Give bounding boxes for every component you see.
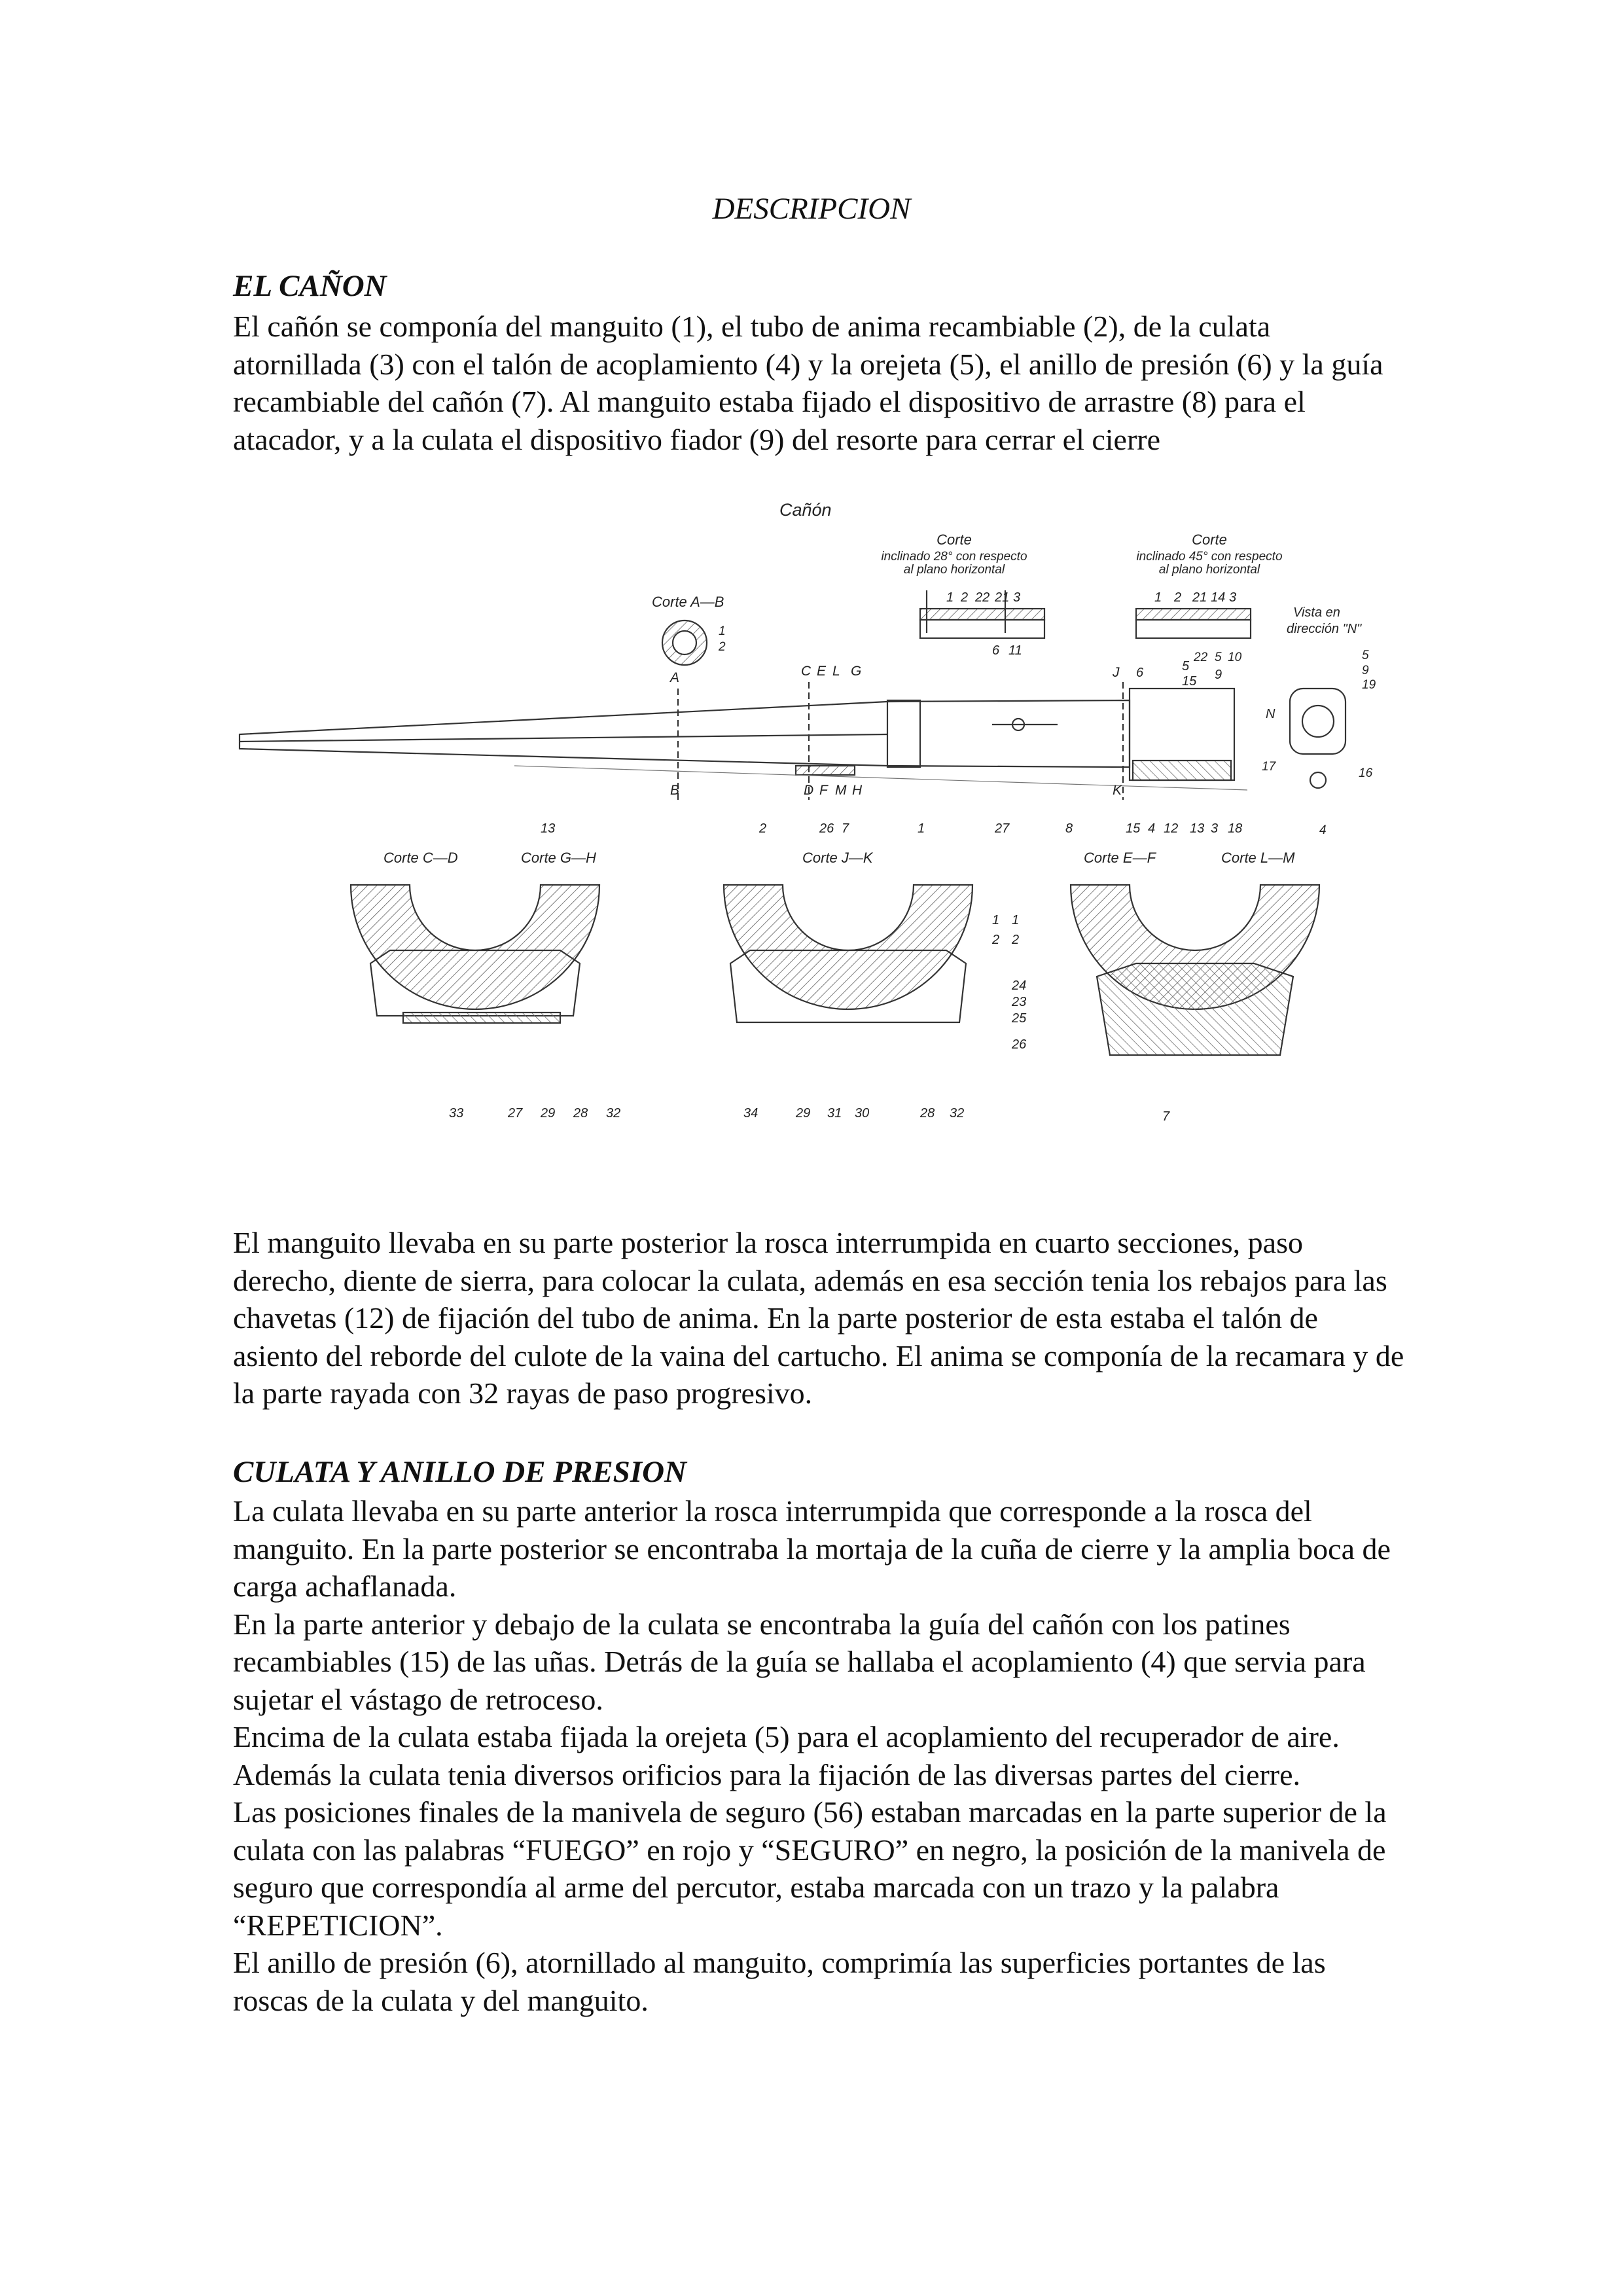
callout-n-9: 9 [1362,664,1369,677]
barrel-bottom-13b: 13 [1190,821,1205,836]
cs1-28: 28 [573,1106,588,1121]
cs2-29: 29 [796,1106,811,1121]
paragraph-text: El anillo de presión (6), atornillado al manguito, comprimía las superficies portantes de las roscas de la culata y del manguito. [233,1946,1326,2017]
barrel-bottom-26: 26 [819,821,834,836]
vista-n-breech [1290,689,1346,754]
corte-gh-label: Corte G—H [521,850,596,866]
cs1-27: 27 [508,1106,523,1121]
paragraph-text: Encima de la culata estaba fijada la orejeta (5) para el acoplamiento del recuperador de aire. [233,1720,1340,1753]
corte-cd-label: Corte C—D [383,850,458,866]
section-letter-D: D [804,783,814,798]
section-letter-E: E [817,664,827,679]
corte-jk-label: Corte J—K [802,850,873,866]
callout-28-21: 21 [995,590,1010,605]
cs2-2: 2 [992,933,1000,947]
callout-n-4: 4 [1319,823,1327,837]
corte-lm-label: Corte L—M [1221,850,1295,866]
callout-n-16: 16 [1359,766,1373,780]
callout-28-2: 2 [961,590,969,605]
callout-ab-1: 1 [719,624,726,638]
paragraph-text: Las posiciones finales de la manivela de seguro (56) estaban marcadas en la parte superior de la culata con las palabras “FUEGO” en rojo y “SEGURO” en negro, la posición de la manivela de seguro que correspondía al arme del percutor, estaba marcada con un trazo y la palabra “REPETICION”. [233,1795,1387,1942]
barrel-bottom-15: 15 [1126,821,1141,836]
vista-n-line2: dirección "N" [1287,622,1362,636]
intro-paragraph [233,308,1404,458]
corte-ef-label: Corte E—F [1084,850,1156,866]
callout-n-19: 19 [1362,678,1376,692]
barrel-bottom-18: 18 [1228,821,1243,836]
section-letter-J: J [1113,665,1120,680]
callout-28-3: 3 [1013,590,1021,605]
corte-28-line2: inclinado 28° con respecto [881,550,1027,564]
vista-n-line1: Vista en [1293,605,1340,620]
barrel-bottom-1: 1 [918,821,925,836]
paragraph-text: La culata llevaba en su parte anterior la rosca interrumpida que corresponde a la rosca del manguito. En la parte posterior se encontraba la mortaja de la cuña de cierre y la amplia boca de carga achaflanada. [233,1494,1391,1603]
technical-drawing [233,492,1398,1190]
callout-45-21: 21 [1192,590,1207,605]
barrel-bottom-7: 7 [842,821,849,836]
callout-45-22: 22 [1194,651,1208,664]
cs1-33: 33 [449,1106,464,1121]
section-letter-M: M [835,783,847,798]
paragraph-text: El cañón se componía del manguito (1), el tubo de anima recambiable (2), de la culata atornillada (3) con el talón de acoplamiento (4) y la orejeta (5), el anillo de presión (6) y la guía recambiable del cañón (7). Al manguito estaba fijado el dispositivo de arrastre (8) para el atacador, y a la culata el dispositivo fiador (9) del resorte para cerrar el cierre [233,310,1383,456]
section-letter-K: K [1113,783,1122,798]
section-heading-canon: EL CAÑON [233,269,387,303]
callout-n-N: N [1266,707,1275,721]
section-letter-C: C [801,664,812,679]
corte-45-line3: al plano horizontal [1158,563,1260,577]
callout-ab-2: 2 [719,640,726,654]
corte-28-detail [920,620,1044,638]
culata-paragraphs [233,1492,1404,2019]
corte-45-line2: inclinado 45° con respecto [1136,550,1283,564]
section-letter-G: G [851,664,862,679]
cs3-7: 7 [1162,1109,1170,1124]
callout-45-14: 14 [1211,590,1226,605]
section-letter-B: B [670,783,680,798]
cs2-32: 32 [950,1106,965,1121]
barrel-bottom-27: 27 [995,821,1010,836]
callout-28-1: 1 [946,590,954,605]
callout-45-2: 2 [1174,590,1182,605]
barrel-bottom-13: 13 [541,821,556,836]
section-letter-A: A [670,670,680,685]
cs3-24: 24 [1012,978,1027,993]
cross-section-cd [351,885,599,1009]
cs2-34: 34 [743,1106,758,1121]
barrel-top-15: 15 [1182,674,1197,689]
paragraph-text: El manguito llevaba en su parte posterior la rosca interrumpida en cuarto secciones, paso derecho, diente de sierra, para colocar la culata, además en esa sección tenia los rebajos para las chavetas (12) de fijación del tubo de anima. En la parte posterior de esta estaba el talón de asiento del reborde del culote de la vaina del cartucho. El anima se componía de la recamara y de la parte rayada con 32 rayas de paso progresivo. [233,1226,1404,1410]
section-letter-F: F [819,783,828,798]
callout-45-5: 5 [1215,651,1222,664]
corte-ab-label: Corte A—B [652,594,724,610]
section-heading-culata: CULATA Y ANILLO DE PRESION [233,1455,687,1489]
callout-28-11: 11 [1008,643,1022,658]
cs1-29: 29 [541,1106,556,1121]
barrel-top-6: 6 [1136,666,1144,680]
callout-28-6: 6 [992,643,1000,658]
cs3-26: 26 [1012,1037,1027,1052]
barrel-top-9: 9 [1215,668,1222,682]
barrel-bottom-2: 2 [759,821,767,836]
barrel-bottom-3: 3 [1211,821,1219,836]
figure-title: Cañón [779,500,832,520]
cs1-32: 32 [606,1106,621,1121]
document-title: DESCRIPCION [712,192,911,226]
callout-n-17: 17 [1262,760,1276,774]
manguito-paragraph [233,1224,1404,1412]
corte-45-line1: Corte [1192,531,1227,548]
section-letter-L: L [832,664,840,679]
cs3-1: 1 [1012,913,1020,927]
cs2-31: 31 [827,1106,842,1121]
callout-45-1: 1 [1154,590,1162,605]
cs3-25: 25 [1012,1011,1027,1026]
drawing-canvas [233,492,1398,1190]
corte-28-line3: al plano horizontal [903,563,1005,577]
corte-45-detail [1136,620,1251,638]
callout-45-3: 3 [1229,590,1237,605]
barrel-bottom-12: 12 [1164,821,1179,836]
barrel-sleeve [887,700,920,767]
barrel-top-5: 5 [1182,659,1190,673]
callout-28-22: 22 [975,590,990,605]
cs2-1: 1 [992,913,1000,927]
paragraph-text: Además la culata tenia diversos orificios para la fijación de las diversas partes del cierre. [233,1757,1301,1791]
barrel-bottom-8: 8 [1065,821,1073,836]
corte-28-line1: Corte [936,531,972,548]
callout-n-5: 5 [1362,649,1369,662]
barrel-bottom-4: 4 [1148,821,1156,836]
cs3-2: 2 [1012,933,1020,947]
barrel-side-view [240,700,1130,767]
cs3-23: 23 [1012,995,1027,1009]
cross-section-jk [724,885,972,1009]
callout-45-10: 10 [1228,651,1242,664]
section-letter-H: H [852,783,863,798]
cs2-28: 28 [920,1106,935,1121]
paragraph-text: En la parte anterior y debajo de la culata se encontraba la guía del cañón con los patines recambiables (15) de las uñas. Detrás de la guía se hallaba el acoplamiento (4) que servia para sujetar el vástago de retroceso. [233,1607,1366,1716]
cs2-30: 30 [855,1106,870,1121]
